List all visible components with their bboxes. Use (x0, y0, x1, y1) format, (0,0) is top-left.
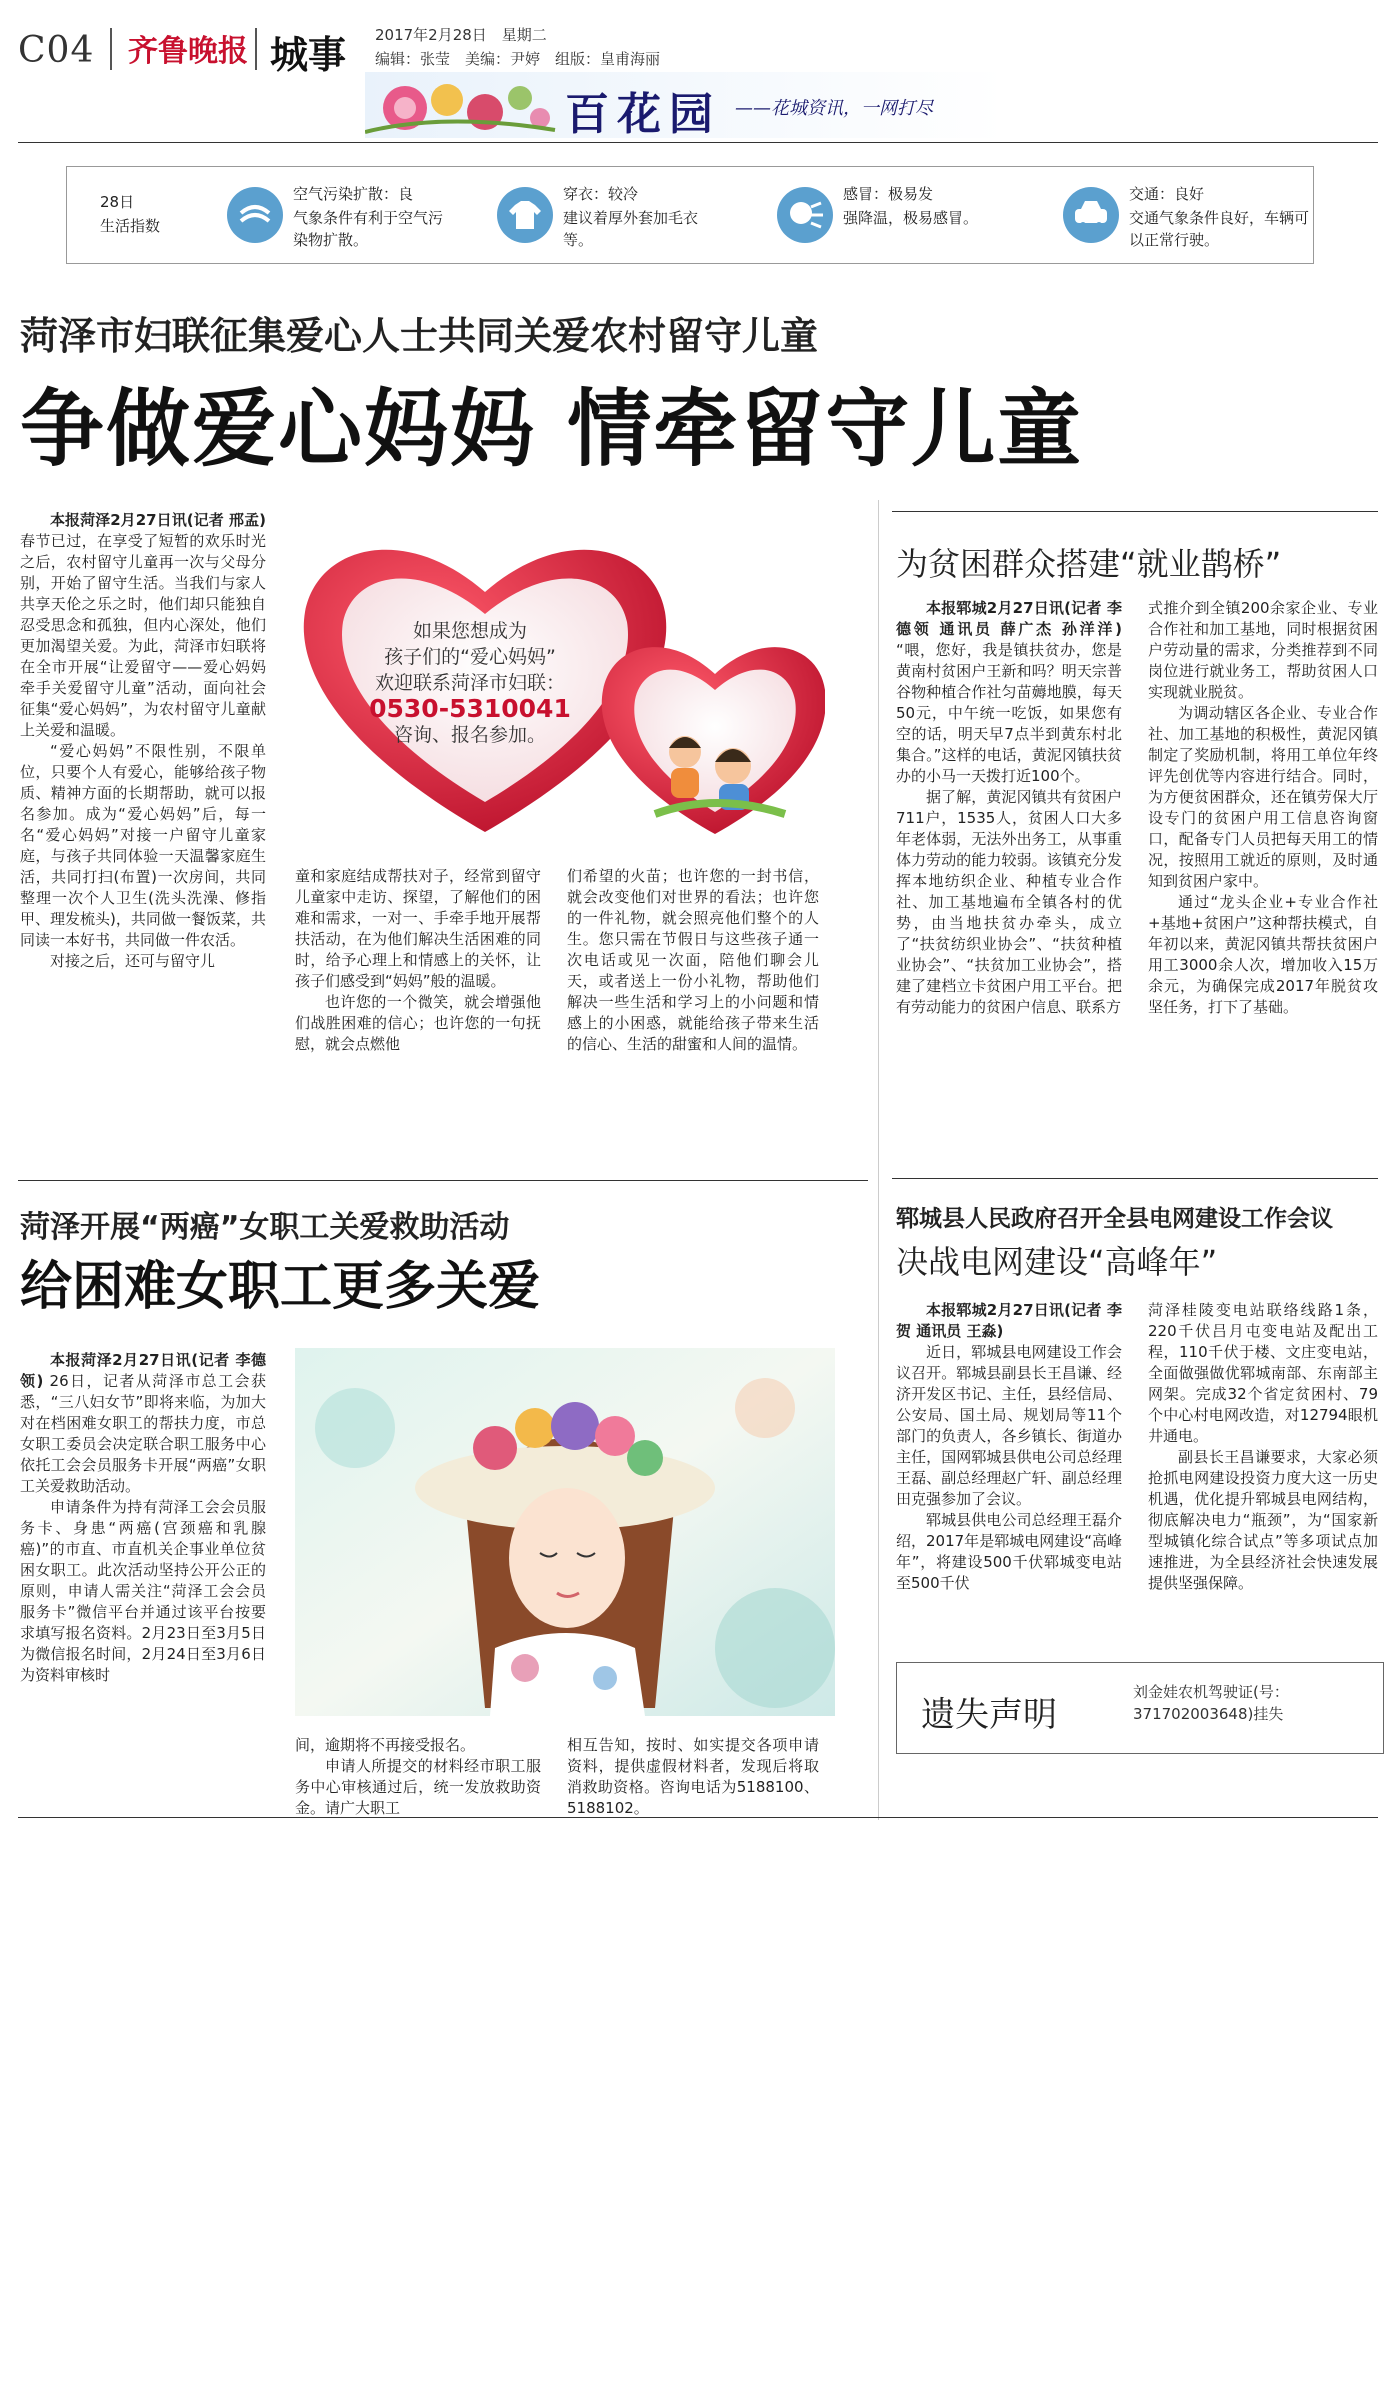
right2-paragraph: 郓城县供电公司总经理王磊介绍，2017年是郓城电网建设“高峰年”，将建设500千伏郓城变电站至500千伏 (896, 1511, 1122, 1592)
poster-line: 欢迎联系菏泽市妇联： (374, 672, 565, 694)
right1-byline: 本报郓城2月27日讯(记者 李德领 通讯员 薛广杰 孙洋洋) (896, 599, 1122, 638)
paper-name: 齐鲁晚报 (128, 34, 248, 69)
right2-kicker: 郓城县人民政府召开全县电网建设工作会议 (896, 1206, 1333, 1232)
poster-text (355, 618, 585, 748)
woman-illustration-graphic (295, 1348, 835, 1716)
article1-paragraph: 对接之后，还可与留守儿 (50, 952, 216, 970)
article1-kicker: 菏泽市妇联征集爱心人士共同关爱农村留守儿童 (20, 314, 819, 358)
article2-column-2 (295, 1735, 541, 1819)
banner-title: 百花园 (565, 89, 721, 140)
banner-slogan: ——花城资讯，一网打尽 (735, 98, 933, 119)
article1-column-3 (567, 866, 819, 1055)
article1-paragraph: 也许您的一个微笑，就会增强他们战胜困难的信心；也许您的一句抚慰，就会点燃他 (295, 993, 541, 1053)
header-date: 2017年2月28日 星期二 (375, 26, 547, 44)
cold-icon (777, 187, 833, 243)
right1-paragraph: 通过“龙头企业+专业合作社+基地+贫困户”这种帮扶模式，自年初以来，黄泥冈镇共帮扶贫困户用工3000余人次，增加收入15万余元，为确保完成2017年脱贫攻坚任务，打下了基础。 (1148, 893, 1378, 1016)
right2-column-a (896, 1300, 1122, 1594)
article2-byline: 本报菏泽2月27日讯(记者 李德领) (20, 1351, 266, 1390)
article2-paragraph: 申请人所提交的材料经市职工服务中心审核通过后，统一发放救助资金。请广大职工 (295, 1757, 541, 1817)
air-quality-icon (227, 187, 283, 243)
poster-line: 孩子们的“爱心妈妈” (384, 646, 556, 668)
right1-title: 为贫困群众搭建“就业鹊桥” (896, 545, 1282, 583)
right2-paragraph: 近日，郓城县电网建设工作会议召开。郓城县副县长王昌谦、经济开发区书记、主任，县经信局、公安局、国土局、规划局等11个部门的负责人，各乡镇长、街道办主任，国网郓城县供电公司总经理王磊、副总经理赵广轩、副总经理田克强参加了会议。 (896, 1343, 1122, 1508)
clothing-icon (497, 187, 553, 243)
right1-paragraph: “喂，您好，我是镇扶贫办，您是黄南村贫困户王新和吗？明天宗普谷物种植合作社匀苗薅地膜，每天50元，中午统一吃饭，如果您有空的话，明天早7点半到黄东村北集合。”这样的电话，黄泥冈镇扶贫办的小马一天拨打近100个。 (896, 641, 1122, 785)
weather-item-title: 感冒：极易发 (843, 185, 934, 203)
weather-item-desc: 建议着厚外套加毛衣等。 (563, 209, 699, 249)
right1-paragraph: 据了解，黄泥冈镇共有贫困户711户，1535人，贫困人口大多年老体弱，无法外出务工，从事重体力劳动的能力较弱。该镇充分发挥本地纺织企业、种植专业合作社、加工基地遍布全镇各村的优势，由当地扶贫办牵头，成立了“扶贫纺织业协会”、“扶贫种植业协会”、“扶贫加工业协会”，搭建了建档立卡贫困户用工平台。把有劳动能力的贫困户信息、联系方 (896, 788, 1122, 1016)
right-top-rule (892, 511, 1378, 512)
header-rule (18, 142, 1378, 143)
right2-paragraph: 菏泽桂陵变电站联络线路1条，220千伏吕月屯变电站及配出工程，110千伏于楼、文庄变电站，全面做强做优郓城南部、东南部主网架。完成32个省定贫困村、79个中心村电网改造，对12794眼机井通电。 (1148, 1301, 1378, 1445)
right-section-rule (892, 1178, 1378, 1179)
article1-paragraph: “爱心妈妈”不限性别，不限单位，只要个人有爱心，能够给孩子物质、精神方面的长期帮助，就可以报名参加。成为“爱心妈妈”后，每一名“爱心妈妈”对接一户留守儿童家庭，与孩子共同体验一天温馨家庭生活，共同打扫(布置)一次房间，共同整理一次个人卫生(洗头洗澡、修指甲、理发梳头)，共同做一餐饭菜，共同读一本好书，共同做一件农活。 (20, 742, 266, 949)
weather-date: 28日 (100, 193, 135, 211)
article1-headline: 争做爱心妈妈 情牵留守儿童 (20, 380, 1084, 478)
poster-phone: 0530-5310041 (369, 694, 571, 723)
article2-column-3 (567, 1735, 819, 1819)
article1-paragraph: 们希望的火苗；也许您的一封书信，就会改变他们对世界的看法；也许您的一件礼物，就会照亮他们整个的人生。您只需在节假日与这些孩子通一次电话或见一次面，陪他们聊会儿天，或者送上一份小礼物，帮助他们解决一些生活和学习上的小问题和情感上的小困惑，就能给孩子带来生活的信心、生活的甜蜜和人间的温情。 (567, 867, 819, 1053)
weather-item-title: 空气污染扩散：良 (293, 185, 414, 203)
right1-column-b (1148, 598, 1378, 1018)
weather-item-desc: 交通气象条件良好，车辆可以正常行驶。 (1129, 209, 1310, 249)
notice-title: 遗失声明 (921, 1695, 1057, 1735)
article2-paragraph: 间，逾期将不再接受报名。 (295, 1736, 476, 1754)
lost-notice-box (896, 1662, 1384, 1754)
article1-byline: 本报菏泽2月27日讯(记者 邢孟) (50, 511, 266, 529)
loving-mother-poster (285, 522, 825, 842)
weather-item-desc: 强降温，极易感冒。 (843, 209, 979, 227)
section-name: 城事 (270, 33, 347, 77)
section-rule (18, 1180, 868, 1181)
page-code: C04 (18, 30, 95, 71)
right2-paragraph: 副县长王昌谦要求，大家必须抢抓电网建设投资力度大这一历史机遇，优化提升郓城县电网结构，彻底解决电力“瓶颈”，为“国家新型城镇化综合试点”等多项试点加速推进，为全县经济社会快速发展提供坚强保障。 (1148, 1448, 1378, 1592)
article1-column-1 (20, 510, 266, 972)
article2-paragraph: 26日，记者从菏泽市总工会获悉，“三八妇女节”即将来临，为加大对在档困难女职工的帮扶力度，市总女职工委员会决定联合职工服务中心依托工会会员服务卡开展“两癌”女职工关爱救助活动。 (20, 1372, 266, 1495)
poster-line: 如果您想成为 (412, 620, 527, 642)
header-divider (255, 28, 257, 70)
woman-illustration (295, 1348, 835, 1716)
footer-rule (18, 1817, 1378, 1818)
column-banner (365, 72, 1005, 138)
article2-paragraph: 相互告知，按时、如实提交各项申请资料，提供虚假材料者，发现后将取消救助资格。咨询电话为5188100、5188102。 (567, 1736, 819, 1817)
right2-title: 决战电网建设“高峰年” (896, 1243, 1218, 1281)
article1-paragraph: 童和家庭结成帮扶对子，经常到留守儿童家中走访、探望，了解他们的困难和需求，一对一、手牵手地开展帮扶活动，在为他们解决生活困难的同时，给予心理上和情感上的关怀，让孩子们感受到“妈妈”般的温暖。 (295, 867, 541, 990)
weather-label: 生活指数 (100, 217, 161, 235)
article2-paragraph: 申请条件为持有菏泽工会会员服务卡、身患“两癌(宫颈癌和乳腺癌)”的市直、市直机关企事业单位贫困女职工。此次活动坚持公开公正的原则，申请人需关注“菏泽工会会员服务卡”微信平台并通过该平台按要求填写报名资料。2月23日至3月5日为微信报名时间，2月24日至3月6日为资料审核时 (20, 1498, 266, 1684)
poster-line: 咨询、报名参加。 (393, 724, 546, 746)
weather-item-title: 穿衣：较冷 (563, 185, 639, 203)
right1-paragraph: 为调动辖区各企业、专业合作社、加工基地的积极性，黄泥冈镇制定了奖励机制，将用工单位年终评先创优等内容进行结合。同时，为方便贫困群众，还在镇劳保大厅设专门的贫困户用工信息咨询窗口，配备专门人员把每天用工的情况，按照用工就近的原则，及时通知到贫困户家中。 (1148, 704, 1378, 890)
right1-column-a (896, 598, 1122, 1018)
article2-headline: 给困难女职工更多关爱 (20, 1257, 541, 1317)
column-divider (878, 500, 879, 1820)
right2-column-b (1148, 1300, 1378, 1594)
article2-kicker: 菏泽开展“两癌”女职工关爱救助活动 (20, 1210, 510, 1245)
right2-byline: 本报郓城2月27日讯(记者 李贺 通讯员 王淼) (896, 1301, 1122, 1340)
weather-item-desc: 气象条件有利于空气污染物扩散。 (293, 209, 444, 249)
right1-paragraph: 式推介到全镇200余家企业、专业合作社和加工基地，同时根据贫困户劳动量的需求，分类推荐到不同岗位进行就业务工，帮助贫困人口实现就业脱贫。 (1148, 599, 1378, 701)
header-editors: 编辑：张莹 美编：尹婷 组版：皇甫海丽 (375, 50, 661, 68)
notice-text: 刘金娃农机驾驶证(号：371702003648)挂失 (1133, 1683, 1289, 1723)
life-index-box (66, 166, 1314, 264)
traffic-icon (1063, 187, 1119, 243)
article1-column-2 (295, 866, 541, 1055)
weather-item-title: 交通：良好 (1129, 185, 1205, 203)
header-divider (110, 28, 112, 70)
article2-column-1 (20, 1350, 266, 1686)
article1-paragraph: 春节已过，在享受了短暂的欢乐时光之后，农村留守儿童再一次与父母分别，开始了留守生活。当我们与家人共享天伦之乐之时，他们却只能独自忍受思念和孤独，但内心深处，他们更加渴望关爱。为此，菏泽市妇联将在全市开展“让爱留守——爱心妈妈牵手关爱留守儿童”活动，面向社会征集“爱心妈妈”，为农村留守儿童献上关爱和温暖。 (20, 532, 266, 739)
